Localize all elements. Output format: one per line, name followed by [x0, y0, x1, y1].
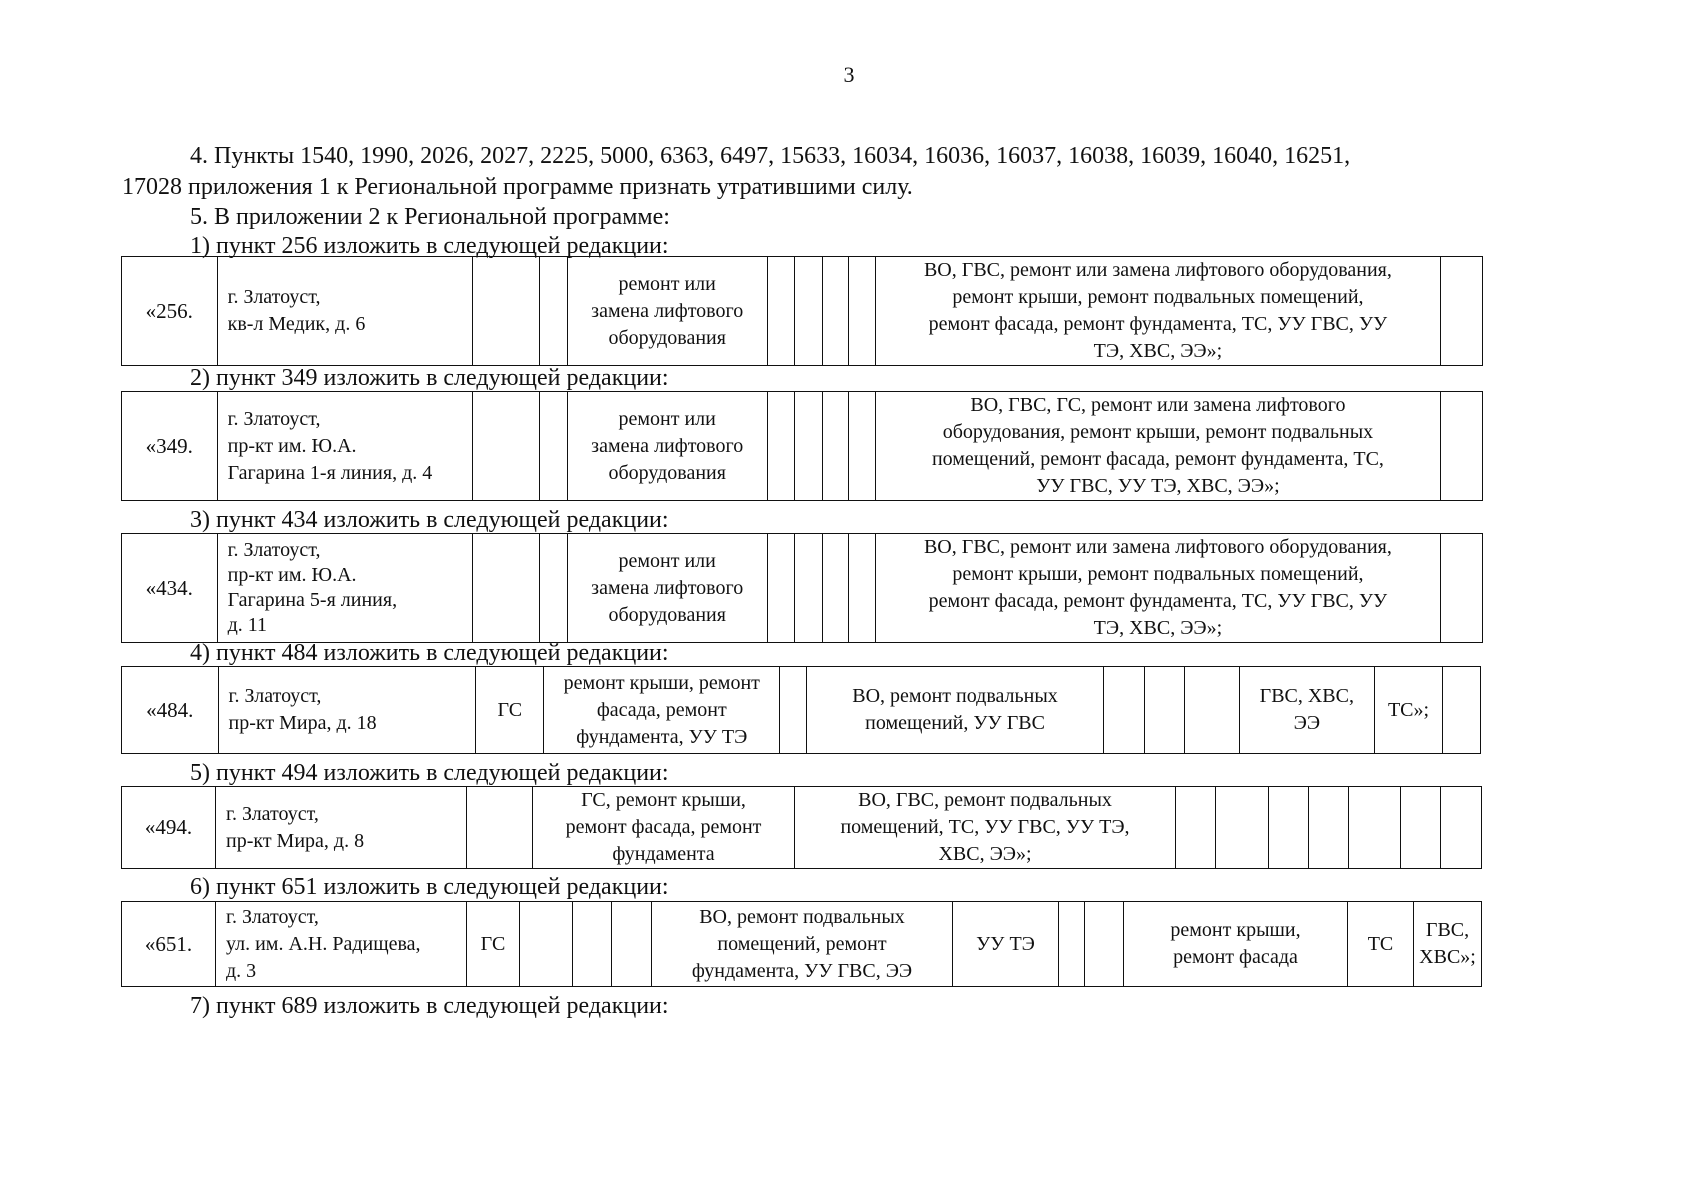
- table-cell: [1309, 787, 1349, 869]
- amendment-table-349: [121, 391, 1483, 501]
- table-cell: [1085, 902, 1124, 987]
- table-cell: [467, 787, 533, 869]
- table-cell: [795, 257, 822, 366]
- table-cell: [1216, 787, 1269, 869]
- table-cell: [573, 902, 612, 987]
- address-cell: г. Златоуст, пр-кт им. Ю.А. Гагарина 1-я линия, д. 4: [217, 392, 472, 501]
- address-cell: г. Златоуст, кв-л Медик, д. 6: [217, 257, 472, 366]
- amendment-table-256: [121, 256, 1483, 366]
- works-cell: ВО, ГВС, ГС, ремонт или замена лифтового оборудования, ремонт крыши, ремонт подвальных помещений, ремонт фасада, ремонт фундамента, ТС, УУ ГВС, УУ ТЭ, ХВС, ЭЭ»;: [875, 392, 1441, 501]
- item-number: «434.: [122, 534, 218, 643]
- item-number: «494.: [122, 787, 216, 869]
- table-cell: [1441, 534, 1483, 643]
- amendment-table-484: [121, 666, 1481, 754]
- table-cell: [795, 392, 822, 501]
- works-cell: ГВС, ХВС, ЭЭ: [1239, 667, 1375, 754]
- address-cell: г. Златоуст, ул. им. А.Н. Радищева, д. 3: [216, 902, 467, 987]
- table-cell: [540, 392, 567, 501]
- item-heading: 1) пункт 256 изложить в следующей редакции:: [190, 233, 669, 259]
- works-cell: УУ ТЭ: [953, 902, 1059, 987]
- table-cell: [849, 392, 875, 501]
- table-cell: [472, 392, 539, 501]
- item-heading: 3) пункт 434 изложить в следующей редакции:: [190, 507, 669, 533]
- works-cell: ВО, ГВС, ремонт или замена лифтового оборудования, ремонт крыши, ремонт подвальных помещений, ремонт фасада, ремонт фундамента, ТС, УУ ГВС, УУ ТЭ, ХВС, ЭЭ»;: [875, 257, 1441, 366]
- table-row: [122, 787, 1482, 869]
- item-heading: 2) пункт 349 изложить в следующей редакции:: [190, 365, 669, 391]
- item-heading: 6) пункт 651 изложить в следующей редакции:: [190, 874, 669, 900]
- item-heading: 7) пункт 689 изложить в следующей редакции:: [190, 993, 669, 1019]
- address-cell: г. Златоуст, пр-кт им. Ю.А. Гагарина 5-я линия, д. 11: [217, 534, 472, 643]
- address-cell: г. Златоуст, пр-кт Мира, д. 18: [218, 667, 476, 754]
- works-cell: ВО, ГВС, ремонт или замена лифтового оборудования, ремонт крыши, ремонт подвальных помещений, ремонт фасада, ремонт фундамента, ТС, УУ ГВС, УУ ТЭ, ХВС, ЭЭ»;: [875, 534, 1441, 643]
- item-number: «256.: [122, 257, 218, 366]
- table-cell: [780, 667, 807, 754]
- works-cell: ГС, ремонт крыши, ремонт фасада, ремонт фундамента: [533, 787, 795, 869]
- table-cell: [472, 534, 539, 643]
- works-cell: ВО, ремонт подвальных помещений, УУ ГВС: [807, 667, 1104, 754]
- item-heading: 4) пункт 484 изложить в следующей редакции:: [190, 640, 669, 666]
- table-cell: [767, 257, 794, 366]
- works-cell: ВО, ремонт подвальных помещений, ремонт фундамента, УУ ГВС, ЭЭ: [652, 902, 953, 987]
- table-cell: [612, 902, 652, 987]
- works-cell: ВО, ГВС, ремонт подвальных помещений, ТС, УУ ГВС, УУ ТЭ, ХВС, ЭЭ»;: [795, 787, 1176, 869]
- item-heading: 5) пункт 494 изложить в следующей редакции:: [190, 760, 669, 786]
- table-cell: [472, 257, 539, 366]
- table-cell: [1269, 787, 1309, 869]
- works-cell: ТС»;: [1375, 667, 1443, 754]
- item-number: «349.: [122, 392, 218, 501]
- works-cell: ГВС, ХВС»;: [1414, 902, 1482, 987]
- table-cell: [1349, 787, 1401, 869]
- paragraph-5: 5. В приложении 2 к Региональной программе:: [190, 204, 670, 230]
- table-cell: [822, 534, 848, 643]
- table-row: [122, 392, 1483, 501]
- table-cell: [822, 257, 848, 366]
- paragraph-4-line-2: 17028 приложения 1 к Региональной программе признать утратившими силу.: [122, 174, 913, 200]
- table-cell: [849, 534, 875, 643]
- table-cell: [520, 902, 573, 987]
- table-cell: [1103, 667, 1144, 754]
- table-cell: [1176, 787, 1216, 869]
- table-row: [122, 902, 1482, 987]
- table-cell: [1145, 667, 1185, 754]
- table-cell: [540, 534, 567, 643]
- page-number: 3: [843, 62, 855, 87]
- table-cell: [1441, 392, 1483, 501]
- table-cell: ГС: [467, 902, 520, 987]
- amendment-table-651: [121, 901, 1482, 987]
- works-cell: ремонт или замена лифтового оборудования: [567, 534, 767, 643]
- item-number: «484.: [122, 667, 219, 754]
- table-cell: [822, 392, 848, 501]
- works-cell: ремонт крыши, ремонт фасада: [1124, 902, 1348, 987]
- table-row: [122, 667, 1481, 754]
- works-cell: ремонт или замена лифтового оборудования: [567, 257, 767, 366]
- works-cell: ремонт или замена лифтового оборудования: [567, 392, 767, 501]
- address-cell: г. Златоуст, пр-кт Мира, д. 8: [216, 787, 467, 869]
- table-cell: [795, 534, 822, 643]
- works-cell: ремонт крыши, ремонт фасада, ремонт фундамента, УУ ТЭ: [544, 667, 780, 754]
- table-cell: [1185, 667, 1239, 754]
- table-cell: [1401, 787, 1441, 869]
- table-cell: [1442, 667, 1480, 754]
- table-cell: [1059, 902, 1085, 987]
- amendment-table-494: [121, 786, 1482, 869]
- item-number: «651.: [122, 902, 216, 987]
- table-cell: [849, 257, 875, 366]
- table-cell: [767, 392, 794, 501]
- amendment-table-434: [121, 533, 1483, 643]
- table-cell: [767, 534, 794, 643]
- table-cell: [1441, 787, 1482, 869]
- table-row: [122, 534, 1483, 643]
- paragraph-4-line-1: 4. Пункты 1540, 1990, 2026, 2027, 2225, 5000, 6363, 6497, 15633, 16034, 16036, 16037, 16038, 16039, 16040, 16251,: [190, 143, 1351, 169]
- table-cell: ГС: [476, 667, 544, 754]
- works-cell: ТС: [1348, 902, 1414, 987]
- table-cell: [1441, 257, 1483, 366]
- table-row: [122, 257, 1483, 366]
- table-cell: [540, 257, 567, 366]
